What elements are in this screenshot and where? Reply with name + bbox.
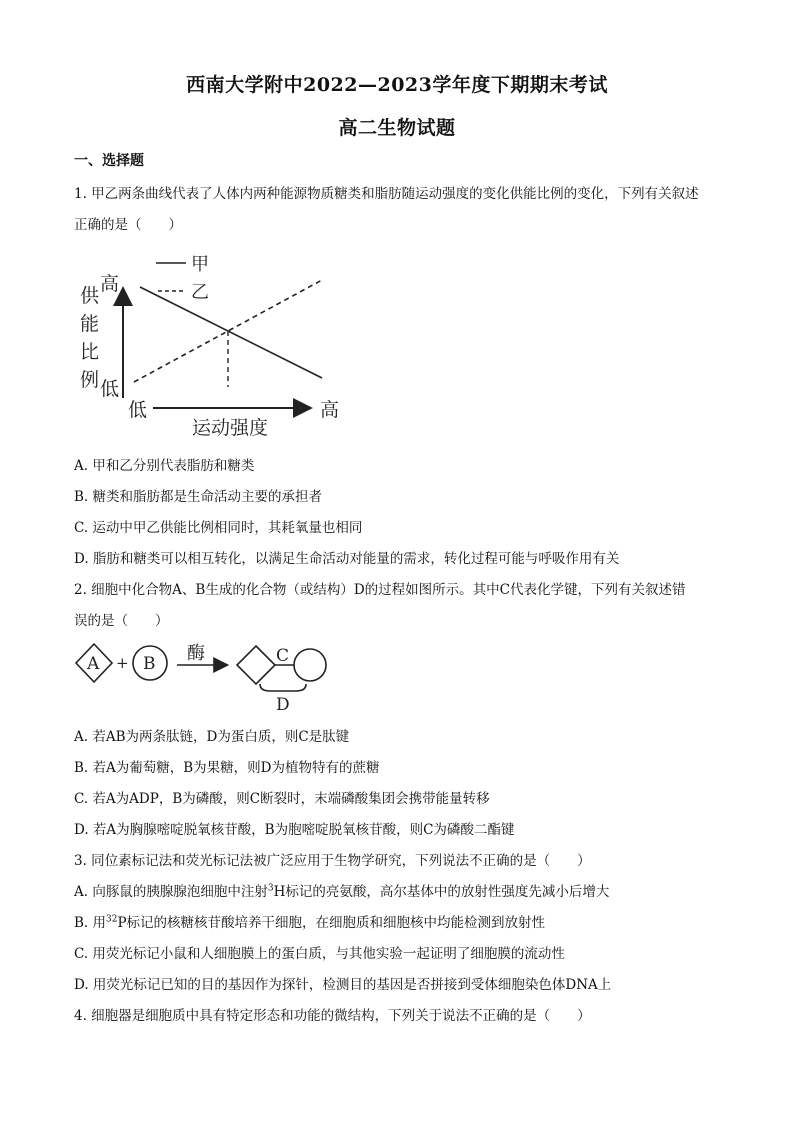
y-axis-label-char: 能 — [80, 313, 100, 335]
question-1-figure — [74, 250, 354, 445]
legend-label-yi: 乙 — [191, 282, 209, 303]
product-diamond — [237, 646, 275, 684]
question-1-stem: 1. 甲乙两条曲线代表了人体内两种能源物质糖类和脂肪随运动强度的变化供能比例的变化，下列有关叙述 — [74, 186, 699, 202]
legend-label-jia: 甲 — [191, 254, 209, 275]
compound-b-label: B — [143, 654, 156, 674]
question-2-option-d: D. 若A为胸腺嘧啶脱氧核苷酸，B为胞嘧啶脱氧核苷酸，则C为磷酸二酯键 — [74, 822, 515, 838]
y-axis-low-label: 低 — [100, 378, 120, 400]
y-axis-label-char: 比 — [80, 341, 100, 363]
question-2-stem: 2. 细胞中化合物A、B生成的化合物（或结构）D的过程如图所示。其中C代表化学键，下列有关叙述错 — [74, 582, 686, 598]
product-d-label: D — [276, 695, 290, 715]
x-axis-low-label: 低 — [128, 399, 148, 421]
isotope-superscript-3: 3 — [267, 883, 274, 894]
question-2-option-c: C. 若A为ADP，B为磷酸，则C断裂时，末端磷酸集团会携带能量转移 — [74, 791, 490, 807]
y-axis-label-char: 例 — [80, 369, 100, 391]
option-b-text-pre: B. 用 — [74, 915, 107, 931]
question-3-option-b — [74, 911, 545, 931]
plus-sign: + — [116, 654, 129, 672]
question-2-figure — [74, 638, 344, 718]
option-a-text-pre: A. 向豚鼠的胰腺腺泡细胞中注射 — [74, 884, 268, 900]
question-1-option-a: A. 甲和乙分别代表脂肪和糖类 — [74, 458, 255, 474]
question-3-option-a — [74, 880, 609, 900]
option-a-text-post: H标记的亮氨酸，高尔基体中的放射性强度先减小后增大 — [273, 884, 610, 900]
isotope-superscript-32: 32 — [106, 914, 118, 925]
exam-title: 西南大学附中2022—2023学年度下期期末考试 — [186, 74, 608, 96]
section-heading: 一、选择题 — [74, 153, 144, 169]
option-b-text-post: P标记的核糖核苷酸培养干细胞，在细胞质和细胞核中均能检测到放射性 — [117, 915, 546, 931]
exam-subtitle: 高二生物试题 — [338, 117, 456, 139]
y-axis-label-char: 供 — [80, 285, 100, 307]
product-brace — [260, 684, 306, 691]
x-axis-high-label: 高 — [320, 399, 340, 421]
question-1-option-c: C. 运动中甲乙供能比例相同时，其耗氧量也相同 — [74, 520, 363, 536]
question-4-stem: 4. 细胞器是细胞质中具有特定形态和功能的微结构，下列关于说法不正确的是（ ） — [74, 1008, 591, 1024]
bond-c-label: C — [276, 646, 290, 666]
x-axis-label: 运动强度 — [192, 417, 269, 439]
question-3-option-c: C. 用荧光标记小鼠和人细胞膜上的蛋白质，与其他实验一起证明了细胞膜的流动性 — [74, 946, 565, 962]
question-2-option-a: A. 若AB为两条肽链，D为蛋白质，则C是肽键 — [74, 729, 350, 745]
y-axis-high-label: 高 — [100, 273, 120, 295]
question-3-stem: 3. 同位素标记法和荧光标记法被广泛应用于生物学研究，下列说法不正确的是（ ） — [74, 853, 591, 869]
question-1-option-b: B. 糖类和脂肪都是生命活动主要的承担者 — [74, 489, 323, 505]
question-1-option-d: D. 脂肪和糖类可以相互转化，以满足生命活动对能量的需求，转化过程可能与呼吸作用有关 — [74, 551, 620, 567]
compound-a-label: A — [87, 654, 100, 674]
question-1-stem-cont: 正确的是（ ） — [74, 217, 182, 233]
enzyme-label: 酶 — [187, 643, 205, 664]
question-3-option-d: D. 用荧光标记已知的目的基因作为探针，检测目的基因是否拼接到受体细胞染色体DNA上 — [74, 977, 612, 993]
product-circle — [294, 649, 326, 681]
question-2-option-b: B. 若A为葡萄糖，B为果糖，则D为植物特有的蔗糖 — [74, 760, 380, 776]
question-2-stem-cont: 误的是（ ） — [74, 613, 169, 629]
